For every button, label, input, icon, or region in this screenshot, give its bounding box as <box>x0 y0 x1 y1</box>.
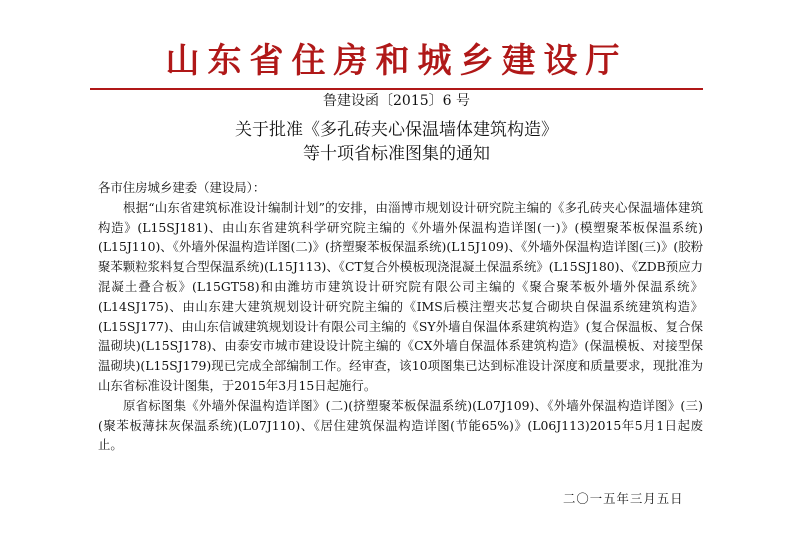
notice-body <box>98 178 703 455</box>
salutation: 各市住房城乡建委（建设局）： <box>98 180 266 195</box>
body-paragraph-1: 根据“山东省建筑标准设计编制计划”的安排，由淄博市规划设计研究院主编的《多孔砖夹心保温墙体建筑构造》(L15SJ181)、由山东省建筑科学研究院主编的《外墙外保温构造详图(一)》(模塑聚苯板保温系统)(L15J110)、《外墙外保温构造详图(二)》(挤塑聚苯板保温系统)(L15J109)、《外墙外保温构造详图(三)》(胶粉聚苯颗粒浆料复合型保温系统)(L15J113)、《CT复合外模板现浇混凝土保温系统》(L15SJ180)、《ZDB预应力混凝土叠合板》(L15GT58)和由潍坊市建筑设计研究院有限公司主编的《聚合聚苯板外墙外保温系统》(L14SJ175)、由山东建大建筑规划设计研究院主编的《IMS后模注塑夹芯复合砌块自保温系统建筑构造》(L15SJ177)、由山东信诚建筑规划设计有限公司主编的《SY外墙自保温体系建筑构造》(复合保温板、复合保温砌块)(L15SJ178)、由泰安市城市建设设计院主编的《CX外墙自保温体系建筑构造》(保温模板、对接型保温砌块)(L15SJ179)现已完成全部编制工作。经审查，该10项图集已达到标准设计深度和质量要求，现批准为山东省标准设计图集，于2015年3月15日起施行。 <box>98 199 703 393</box>
agency-header: 山东省住房和城乡建设厅 <box>165 41 628 81</box>
document-number: 鲁建设函〔2015〕6 号 <box>323 93 470 109</box>
notice-title-line-2: 等十项省标准图集的通知 <box>303 144 490 164</box>
issue-date: 二〇一五年三月五日 <box>563 491 684 506</box>
notice-title-line-1: 关于批准《多孔砖夹心保温墙体建筑构造》 <box>235 120 558 140</box>
body-paragraph-2: 原省标图集《外墙外保温构造详图》(二)(挤塑聚苯板保温系统)(L07J109)、《外墙外保温构造详图》(三)(聚苯板薄抹灰保温系统)(L07J110)、《居住建筑保温构造详图(节能65%)》(L06J113)2015年5月1日起废止。 <box>98 397 703 453</box>
notice-title <box>0 118 793 166</box>
